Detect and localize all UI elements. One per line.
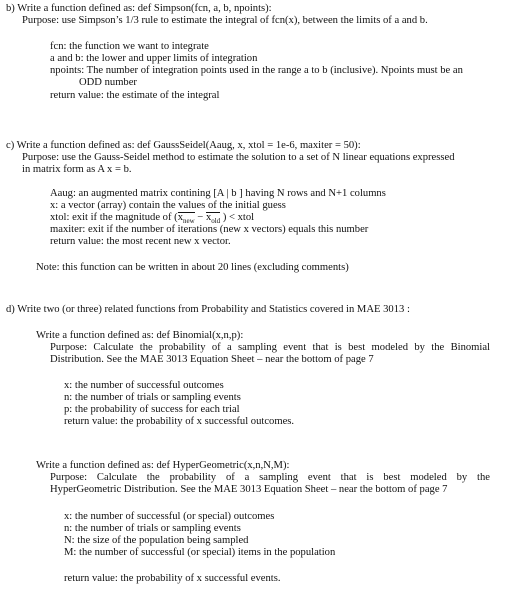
hypergeometric-purpose-cont: HyperGeometric Distribution. See the MAE 3013 Equation Sheet – near the bottom of page 7 (50, 484, 448, 495)
hypergeometric-param-n: n: the number of trials or sampling events (64, 523, 241, 534)
simpson-param-npoints: npoints: The number of integration points used in the range a to b (inclusive). Npoints must be an (50, 65, 463, 76)
gauss-purpose: Purpose: use the Gauss-Seidel method to estimate the solution to a set of N linear equations expressed (22, 152, 455, 163)
binomial-definition: Write a function defined as: def Binomial(x,n,p): (36, 330, 244, 341)
x-old-vector: $x_{old}$ (206, 212, 220, 228)
simpson-param-npoints-cont: ODD number (79, 77, 137, 88)
binomial-param-n: n: the number of trials or sampling events (64, 392, 241, 403)
gauss-param-x: x: a vector (array) contain the values of the initial guess (50, 200, 286, 211)
simpson-param-ab: a and b: the lower and upper limits of integration (50, 53, 258, 64)
gauss-param-maxiter: maxiter: exit if the number of iterations (new x vectors) equals this number (50, 224, 369, 235)
gauss-note: Note: this function can be written in about 20 lines (excluding comments) (36, 262, 349, 273)
binomial-param-p: p: the probability of success for each trial (64, 404, 240, 415)
simpson-return: return value: the estimate of the integral (50, 90, 220, 101)
hypergeometric-param-N: N: the size of the population being sampled (64, 535, 249, 546)
gauss-param-xtol: xtol: exit if the magnitude of ($x_{new} - x_{old}$ ) < xtol (50, 212, 254, 228)
xtol-text-post: ) < xtol (220, 212, 255, 223)
hypergeometric-definition: Write a function defined as: def HyperGeometric(x,n,N,M): (36, 460, 290, 471)
gauss-purpose-cont: in matrix form as A x = b. (22, 164, 132, 175)
gauss-param-aaug: Aaug: an augmented matrix contining [A | b ] having N rows and N+1 columns (50, 188, 386, 199)
hypergeometric-return: return value: the probability of x successful events. (64, 573, 281, 584)
binomial-param-x: x: the number of successful outcomes (64, 380, 224, 391)
simpson-param-fcn: fcn: the function we want to integrate (50, 41, 209, 52)
gauss-return: return value: the most recent new x vector. (50, 236, 231, 247)
binomial-return: return value: the probability of x successful outcomes. (64, 416, 295, 427)
x-new-vector: $x_{new}$ (178, 212, 195, 228)
hypergeometric-param-x: x: the number of successful (or special) outcomes (64, 511, 275, 522)
binomial-purpose: Purpose: Calculate the probability of a sampling event that is best modeled by the Binomial (50, 342, 490, 353)
hypergeometric-param-M: M: the number of successful (or special) items in the population (64, 547, 336, 558)
hypergeometric-purpose: Purpose: Calculate the probability of a sampling event that is best modeled by the (50, 472, 490, 483)
section-b-heading: b) Write a function defined as: def Simpson(fcn, a, b, npoints): (6, 3, 272, 14)
xtol-text-pre: xtol: exit if the magnitude of ( (50, 212, 178, 223)
simpson-purpose: Purpose: use Simpson’s 1/3 rule to estimate the integral of fcn(x), between the limits of a and b. (22, 15, 428, 26)
binomial-purpose-cont: Distribution. See the MAE 3013 Equation Sheet – near the bottom of page 7 (50, 354, 374, 365)
section-c-heading: c) Write a function defined as: def GaussSeidel(Aaug, x, xtol = 1e-6, maxiter = 50): (6, 140, 361, 151)
section-d-heading: d) Write two (or three) related functions from Probability and Statistics covered in MAE 3013 : (6, 304, 410, 315)
